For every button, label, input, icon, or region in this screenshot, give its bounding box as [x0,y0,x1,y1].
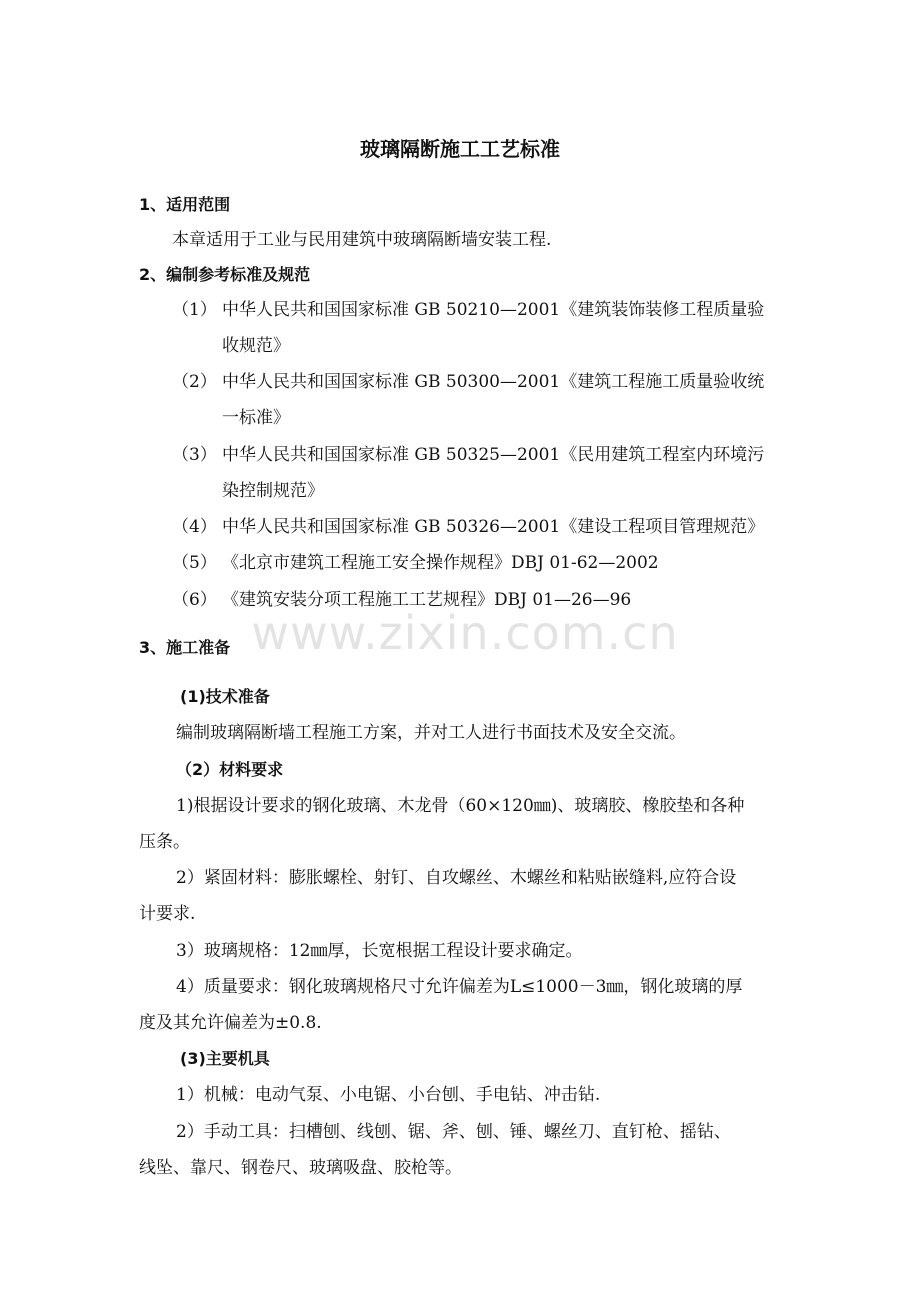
equipment-item-1-text: 1）机械：电动气泵、小电锯、小台刨、手电钻、冲击钻. [176,1085,601,1105]
material-item-4-text: 4）质量要求：钢化玻璃规格尺寸允许偏差为L≤1000－3㎜，钢化玻璃的厚 [176,977,743,997]
reference-item-6-number: （6） [172,590,217,610]
main-equipment-heading: (3)主要机具 [180,1049,270,1068]
reference-item-2-number: （2） [172,372,217,392]
material-requirements-heading: （2）材料要求 [176,760,284,779]
reference-item-3-continuation: 染控制规范》 [222,481,324,501]
section-1-body: 本章适用于工业与民用建筑中玻璃隔断墙安装工程. [172,230,552,250]
reference-item-1-number: （1） [172,300,217,320]
section-2-heading: 2、编制参考标准及规范 [139,265,311,284]
equipment-item-2-continuation: 线坠、靠尺、钢卷尺、玻璃吸盘、胶枪等。 [139,1158,462,1178]
reference-item-4-number: （4） [172,517,217,537]
technical-preparation-body: 编制玻璃隔断墙工程施工方案，并对工人进行书面技术及安全交流。 [176,723,686,743]
reference-item-1-continuation: 收规范》 [222,336,290,356]
section-3-heading: 3、施工准备 [139,638,231,657]
material-item-3-text: 3）玻璃规格：12㎜厚，长宽根据工程设计要求确定。 [176,941,583,961]
document-title: 玻璃隔断施工工艺标准 [360,137,560,161]
equipment-item-2-text: 2）手动工具：扫槽刨、线刨、锯、斧、刨、锤、螺丝刀、直钉枪、摇钻、 [176,1122,731,1142]
reference-item-6-text: 《建筑安装分项工程施工工艺规程》DBJ 01—26—96 [222,590,632,610]
reference-item-2-continuation: 一标准》 [222,408,290,428]
reference-item-1-text: 中华人民共和国国家标准 GB 50210—2001《建筑装饰装修工程质量验 [222,300,765,320]
reference-item-3-number: （3） [172,445,217,465]
reference-item-2-text: 中华人民共和国国家标准 GB 50300—2001《建筑工程施工质量验收统 [222,372,765,392]
reference-item-5-number: （5） [172,553,217,573]
section-1-heading: 1、适用范围 [139,195,231,214]
watermark: www.zixin.com.cn [251,606,679,660]
material-item-1-text: 1)根据设计要求的钢化玻璃、木龙骨（60×120㎜)、玻璃胶、橡胶垫和各种 [176,796,745,816]
technical-preparation-heading: (1)技术准备 [180,687,270,706]
material-item-4-continuation: 度及其允许偏差为±0.8. [139,1013,322,1033]
reference-item-3-text: 中华人民共和国国家标准 GB 50325—2001《民用建筑工程室内环境污 [222,445,765,465]
material-item-2-continuation: 计要求. [139,904,196,924]
reference-item-5-text: 《北京市建筑工程施工安全操作规程》DBJ 01-62—2002 [222,553,659,573]
material-item-2-text: 2）紧固材料：膨胀螺栓、射钉、自攻螺丝、木螺丝和粘贴嵌缝料,应符合设 [176,868,737,888]
reference-item-4-text: 中华人民共和国国家标准 GB 50326—2001《建设工程项目管理规范》 [222,517,765,537]
material-item-1-continuation: 压条。 [139,832,190,852]
